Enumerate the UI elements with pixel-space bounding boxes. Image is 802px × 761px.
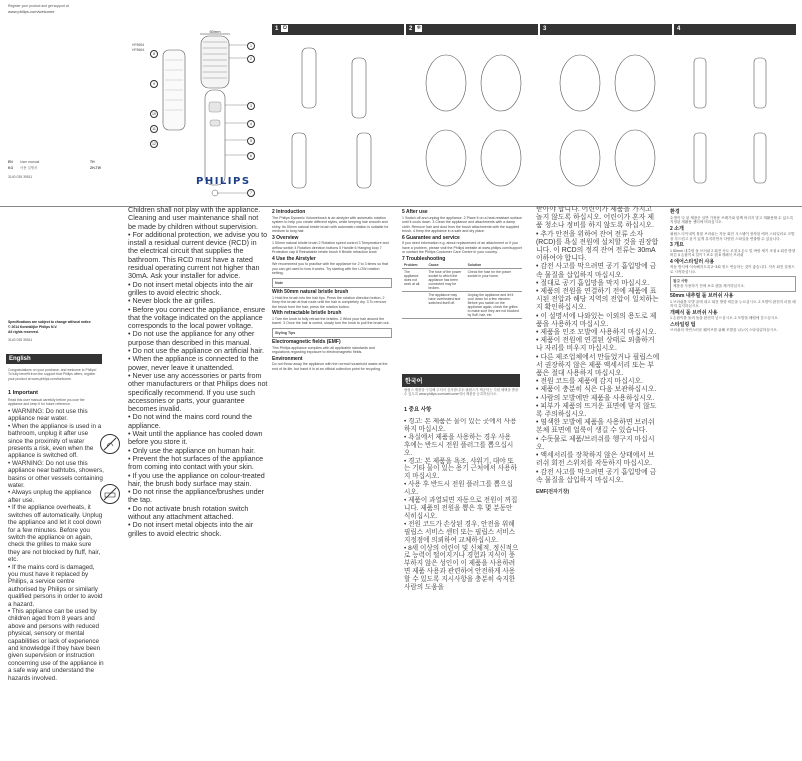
callout-8: 8 <box>150 50 158 58</box>
register-text-1: Register your product and get support at <box>8 4 69 8</box>
troubleshooting-title: 7 Troubleshooting <box>402 255 446 262</box>
no-bath-icon <box>100 484 120 504</box>
col1-item: • When the appliance is used in a bathroom, unplug it after use since the proximity of water presents a risk, even when the appliance is switched off. <box>8 422 102 460</box>
step-band-2: 2 ✻ <box>406 24 538 35</box>
philips-logo: PHILIPS <box>196 176 251 187</box>
col6-item: • 액세서리를 장착하지 않은 상태에서 브러쉬 회전 스위치를 작동하지 마십시오. <box>536 452 655 468</box>
natural-brush-body: 1 Hold the brush into the hair tips. Press the rotation direction button. 2 Keep the brush at that route until the hair is completely dry. 3 To remove the brush from the hair, press the rotation button. <box>272 295 387 309</box>
col6-item: • 제품을 인조 모발에 사용하지 마십시오. <box>536 329 657 337</box>
col6-item: • 피부가 제품의 뜨거운 표면에 닿지 않도록 주의하십시오. <box>536 402 657 419</box>
col6-item: • 감전 사고를 막으려면 공기 흡입망에 금속 물질을 삽입하지 마십시오. <box>536 263 657 279</box>
callout-2: 2 <box>247 55 255 63</box>
col2-item: • If you use the appliance on colour-treated hair, the brush body surface may stain. <box>128 470 265 488</box>
col6-item: • 전원 코드를 제품에 감지 마십시오. <box>536 378 644 386</box>
callout-11: 11 <box>150 125 158 133</box>
plug-icon: ⏻ <box>282 24 287 31</box>
callout-1: 1 <box>247 42 255 50</box>
col5-item: • 경고: 본 제품을 욕조, 샤워기, 대야 또는 기타 물이 있는 용기 근처에서 사용하지 마십시오. <box>404 457 517 481</box>
after-use-title: 5 After use <box>402 209 428 215</box>
intro-title: 2 Introduction <box>272 209 306 215</box>
kr-note-box <box>670 276 796 292</box>
col2-item: • Do not activate brush rotation switch without any attachment attached. <box>128 503 249 521</box>
col6-item: • 감전 사고를 막으려면 공기 흡입망에 금속 물질을 삽입하지 마십시오. <box>536 468 657 484</box>
col5-item: • 8세 이상의 어린이 및 신체적, 정신적으로 능력이 떨어지거나 경험과 지식이 풍부하지 않은 성인이 이 제품을 사용하려면 제품 사용과 관련하여 안전하게 사용할 수 있도록 지시사항을 충분히 숙지한 사람의 도움을 <box>404 544 519 592</box>
english-intro: Congratulations on your purchase, and welcome to Philips! To fully benefit from the support that Philips offers, register your product at www.philips.com/welcome. <box>8 368 97 381</box>
col2-item: • Never block the air grilles. <box>128 296 216 306</box>
korean-title: 한국어 <box>402 374 520 387</box>
lang-code-ko: KO <box>8 166 14 170</box>
kr-note-title: 참고 사항 <box>673 279 688 283</box>
col2-item: • When the appliance is connected to the power, never leave it unattended. <box>128 354 259 372</box>
kr-use-title: 4 에어스타일러 사용 <box>670 258 715 265</box>
lang-code-en: EN <box>8 160 13 164</box>
spec-line-2: © 2014 Koninklijke Philips N.V. <box>8 325 58 329</box>
col2-item: • Do not use the appliance for any other purpose than described in this manual. <box>128 329 255 347</box>
table-row: The appliance does not work at all. The fuse of the power socket to which the appliance has been connected may be broken. Check the fuse for the power socket in your home. <box>402 269 522 292</box>
col2-item: • Never use any accessories or parts from other manufacturers or that Philips does not specifically recommend. If you use such accessories or parts, your guarantee becomes invalid. <box>128 370 268 414</box>
register-url[interactable]: www.philips.com/welcome <box>8 9 55 14</box>
kr-overview-title: 3 개요 <box>670 242 684 248</box>
environment-title: Environment <box>272 355 303 362</box>
col2-item: • Only use the appliance on human hair. <box>128 445 256 455</box>
lang-label-ko: 사용 설명서 <box>20 166 38 170</box>
callout-5: 5 <box>247 137 255 145</box>
emf-kr-title: EMF(전자기장) <box>536 488 570 495</box>
use-body: We recommend you to practise with the appliance for 2 to 3 times so that you can get used to how it works. Try starting with the LOW rotation setting. <box>272 262 388 275</box>
step-band-3: 3 <box>540 24 672 35</box>
kr-intro-body: 필립스 다이내믹 볼륨 브러쉬는 자동 회전 시스템이 장착된 에어 스타일러로 모발을 부드럽고 윤기 있게 유지하면서 다양한 스타일을 연출할 수 있습니다. <box>670 232 795 241</box>
step-2-illustration <box>406 38 538 198</box>
col6-item: • 이 설명서에 나와있는 이외의 용도로 제품을 사용하지 마십시오. <box>536 312 657 328</box>
section-1-lead: Read this user manual carefully before you use the appliance and keep it for future reference. <box>8 398 85 407</box>
natural-brush-title: With 50mm natural bristle brush <box>272 289 349 295</box>
callout-12: 12 <box>152 142 156 146</box>
spec-line-1: Specifications are subject to change without notice <box>8 320 91 324</box>
tips-box <box>272 328 392 339</box>
col6-item: • 추가 안전을 위하여 잔여 전류 소자(RCD)를 욕실 전원에 설치할 것을 권장합니다. 이 RCD의 정격 잔여 전류는 30mA 이하여야 합니다. <box>536 230 659 263</box>
lang-label-en: User manual <box>20 160 40 164</box>
col2-item: • Do not insert metal objects into the air grilles to avoid electric shock. <box>128 520 254 538</box>
table-row: The appliance may have overheated and switched itself off. Unplug the appliance and let it cool down for a few minutes. Before you switch on the appliance again, check the grilles to make sure they are not blocked by fluff, hair, etc. <box>402 292 522 319</box>
col2-item: • For additional protection, we advise you to install a residual current device (RCD) in the electrical circuit that supplies the bathroom. This RCD must have a rated residual operating current not higher than 30mA. Ask your installer for advice. <box>128 229 268 281</box>
col2-item: • Prevent the hot surfaces of the appliance from coming into contact with your skin. <box>128 453 264 472</box>
col5-item: • 제품이 과열되면 자동으로 전원이 꺼집니다. 제품의 전원을 뽑은 후 몇 분동안 식히십시오. <box>404 497 518 520</box>
col4 <box>402 208 522 319</box>
th-cause: Cause <box>426 262 465 269</box>
kr-retract-body: 1 손잡이를 돌려 돌을 완전히 넣으십시오. 2 모발을 배럴에 감으십시오. <box>670 316 779 320</box>
overview-body: 1 50mm natural bristle brush 2 Rotation speed control 3 Temperature and airflow switch 4 Rotation direction buttons 5 Handle 6 Hanging loop 7 Protection cap 8 Retractable bristle brush 9 Bristle retraction knob <box>272 241 389 254</box>
spec-line-3: All rights reserved. <box>8 330 39 334</box>
col6-item: • 다른 제조업체에서 만들었거나 필립스에서 권장하지 않은 제품 액세서리 또는 부품은 절대 사용하지 마십시오. <box>536 353 660 378</box>
kr-tips-body: 브러쉬의 자연스러운 웨이브를 위해 모발을 나누어 스타일링하십시오. <box>670 328 778 332</box>
no-water-icon <box>100 434 120 454</box>
col2-list <box>128 206 268 538</box>
model-2: HP8664 <box>132 48 145 52</box>
col2-item: Children shall not play with the appliance. Cleaning and user maintenance shall not be made by children without supervision. <box>128 205 261 231</box>
col3 <box>272 208 392 758</box>
troubleshooting-table <box>402 262 522 319</box>
doc-code: 3140 035 39511 <box>8 175 33 179</box>
callout-9: 9 <box>150 80 158 88</box>
doc-code-2: 3140 035 39511 <box>8 338 33 342</box>
kr-retract-title: 개폐식 돌 브러쉬 사용 <box>670 309 718 316</box>
tips-title: Styling Tips <box>275 330 296 335</box>
kr-env-title: 환경 <box>670 209 680 215</box>
kr-env-body: 수명이 다 된 제품은 일반 가정용 쓰레기와 함께 버리지 말고 재활용할 수 있도록 지정된 재활용 센터에 버리십시오. <box>670 215 794 224</box>
col5-item: • 욕실에서 제품을 사용하는 경우 사용 후에는 반드시 전원 플러그를 뽑으십시오. <box>404 433 514 457</box>
kr-tips-title: 스타일링 팁 <box>670 321 696 328</box>
callout-4: 4 <box>247 120 255 128</box>
overview-title: 3 Overview <box>272 234 299 241</box>
kr-intro-title: 2 소개 <box>670 225 684 232</box>
note-title: Note <box>275 280 283 285</box>
col5-item: • 사용 후 반드시 전원 플러그를 뽑으십시오. <box>404 481 513 497</box>
col6-item: • 수돗물로 제품/브러쉬를 헹구지 마십시오. <box>536 435 655 451</box>
model-1: HP8654 <box>132 43 145 47</box>
col1-list <box>8 408 104 682</box>
callout-3: 3 <box>247 102 255 110</box>
section-1-title: 1 Important <box>8 390 38 396</box>
col5-list <box>404 418 519 758</box>
col1-item: • Always unplug the appliance after use. <box>8 489 92 504</box>
callout-6: 6 <box>247 152 255 160</box>
emf-title: Electromagnetic fields (EMF) <box>272 339 341 345</box>
after-use-body: 1 Switch off and unplug the appliance. 2 Place it on a heat-resistant surface until it cools down. 3 Clean the appliance and attachments with a damp cloth. Remove hair and dust from the brush attachments with the supplied brush. 4 Keep the appliance in a safe and dry place. <box>402 215 523 233</box>
korean-section-1-title: 1 중요 사항 <box>404 407 432 413</box>
col1-item: • This appliance can be used by children aged from 8 years and above and persons with reduced physical, sensory or mental capabilities or lack of experience and knowledge if they have been given supervision or instruction concerning use of the appliance in a safe way and understand the hazards involved. <box>8 607 104 682</box>
callout-7: 7 <box>247 189 255 197</box>
kr-note-body: 제품을 사용하기 전에 보호 캡을 제거하십시오. <box>673 283 745 288</box>
col6-item: • 절대로 공기 흡입망을 막지 마십시오. <box>536 279 650 287</box>
lang-code-th: TH <box>90 160 95 164</box>
col2-item: • Do not wind the mains cord round the appliance. <box>128 412 252 430</box>
lang-code-zh: ZH-TW <box>90 166 101 170</box>
use-title: 4 Use the Airstyler <box>272 255 316 262</box>
step-band-4: 4 <box>674 24 796 35</box>
col2-item: • Wait until the appliance has cooled down before you store it. <box>128 429 263 447</box>
kr-natural-body: 1 브러쉬를 모발 끝에 대고 회전 방향 버튼을 누르십시오. 2 모발이 완전히 마를 때까지 유지하십시오. <box>670 299 796 308</box>
kr-overview-body: 1 50mm 내추럴 돌 브러쉬 2 회전 속도 조절 3 온도 및 바람 세기 조절 4 회전 방향 버튼 5 손잡이 6 걸이 7 보호 캡 8 개폐식 브러쉬 <box>670 248 796 257</box>
col1-item: • WARNING: Do not use this appliance near bathtubs, showers, basins or other vessels containing water. <box>8 459 104 490</box>
korean-intro: 필립스 제품을 구입해 주셔서 감사합니다! 필립스가 제공하는 지원 혜택을 받을 수 있도록 www.philips.com/welcome에서 제품을 등록하십시오. <box>404 388 519 397</box>
step-4-illustration <box>674 38 796 198</box>
col5-item: • 전원 코드가 손상된 경우, 안전을 위해 필립스 서비스 센터 또는 필립스 서비스 지정점에 의뢰하여 교체하십시오. <box>404 520 516 544</box>
col5-item: • 경고: 본 제품은 물이 있는 곳에서 사용하지 마십시오. <box>404 418 517 433</box>
col1-item: • WARNING: Do not use this appliance near water. <box>8 408 88 423</box>
callout-10: 10 <box>152 112 156 116</box>
emf-body: This Philips appliance complies with all applicable standards and regulations regarding exposure to electromagnetic fields. <box>272 345 375 354</box>
col1-item: • If the mains cord is damaged, you must have it replaced by Philips, a service centre authorised by Philips or similarly qualified persons in order to avoid a hazard. <box>8 563 103 608</box>
note-box <box>272 278 392 289</box>
snowflake-icon: ✻ <box>416 24 421 31</box>
guarantee-body: If you need information e.g. about replacement of an attachment or if you have a problem, please visit the Philips website at www.philips.com/support or contact the Philips Customer Care Centre in your country. <box>402 241 522 254</box>
col2-item: • Do not rinse the appliance/brushes under the tap. <box>128 487 264 505</box>
kr-use-body: 작동 방식에 익숙해지도록 2~3회 정도 연습하는 것이 좋습니다. 저속 회전 설정으로 시작하십시오. <box>670 265 795 274</box>
col6-item: • 사람의 모발에만 제품을 사용하십시오. <box>536 394 655 402</box>
retractable-title: With retractable bristle brush <box>272 310 342 316</box>
guarantee-title: 6 Guarantee and service <box>402 234 460 241</box>
col6-item: 받아야 합니다. 어린이가 제품을 가지고 놀지 않도록 하십시오. 어린이가 혼자 제품 청소나 정비를 하지 않도록 하십시오. <box>536 206 654 230</box>
kr-natural-title: 50mm 내추럴 돌 브러쉬 사용 <box>670 293 734 299</box>
intro-body: The Philips Dynamic Volumebrush is an airstyler with automatic rotation system to help you create different styles, while keeping hair smooth and shiny. Its 50mm natural bristle brush with automatic rotation is suitable for medium to long hair. <box>272 215 389 233</box>
step-3-illustration <box>540 38 672 198</box>
dimension-label: 50mm <box>209 30 221 34</box>
col7 <box>670 208 796 758</box>
environment-body: Do not throw away the appliance with the normal household waste at the end of its life, but hand it in at an official collection point for recycling. <box>272 362 388 371</box>
col1-item: • If the appliance overheats, it switches off automatically. Unplug the appliance and let it cool down for a few minutes. Before you switch the appliance on again, check the grilles to make sure they are not blocked by fluff, hair, etc. <box>8 504 103 564</box>
col6-item: • 제품이 충분히 식은 다음 보관하십시오. <box>536 386 657 394</box>
col6-item: • 제품이 전원에 연결된 상태로 외출하거나 자리를 비우지 마십시오. <box>536 337 655 353</box>
step-band-1: 1 ⏻ <box>272 24 404 35</box>
col6-list <box>536 206 660 758</box>
english-title: English <box>6 354 102 364</box>
step-1-illustration <box>272 38 404 198</box>
col2-item: • Do not insert metal objects into the air grilles to avoid electric shock. <box>128 279 254 297</box>
retractable-body: 1 Turn the knob to fully retract the bristles. 2 Wind your hair around the barrel. 3 Once the hair is curled, slowly turn the knob to pull the brush out. <box>272 316 390 325</box>
col2-item: • Before you connect the appliance, ensure that the voltage indicated on the appliance corresponds to the local power voltage. <box>128 304 266 331</box>
col6-item: • 염색한 모발에 제품을 사용하면 브러쉬 본체 표면에 얼룩이 생길 수 있습니다. <box>536 419 655 435</box>
th-solution: Solution <box>466 262 522 269</box>
col6-item: • 제품의 전원을 연결하기 전에 제품에 표시된 전압과 해당 지역의 전압이 일치하는지 확인하십시오. <box>536 288 659 312</box>
col2-item: • Do not use the appliance on artificial hair. <box>128 346 264 356</box>
th-problem: Problem <box>402 262 426 269</box>
